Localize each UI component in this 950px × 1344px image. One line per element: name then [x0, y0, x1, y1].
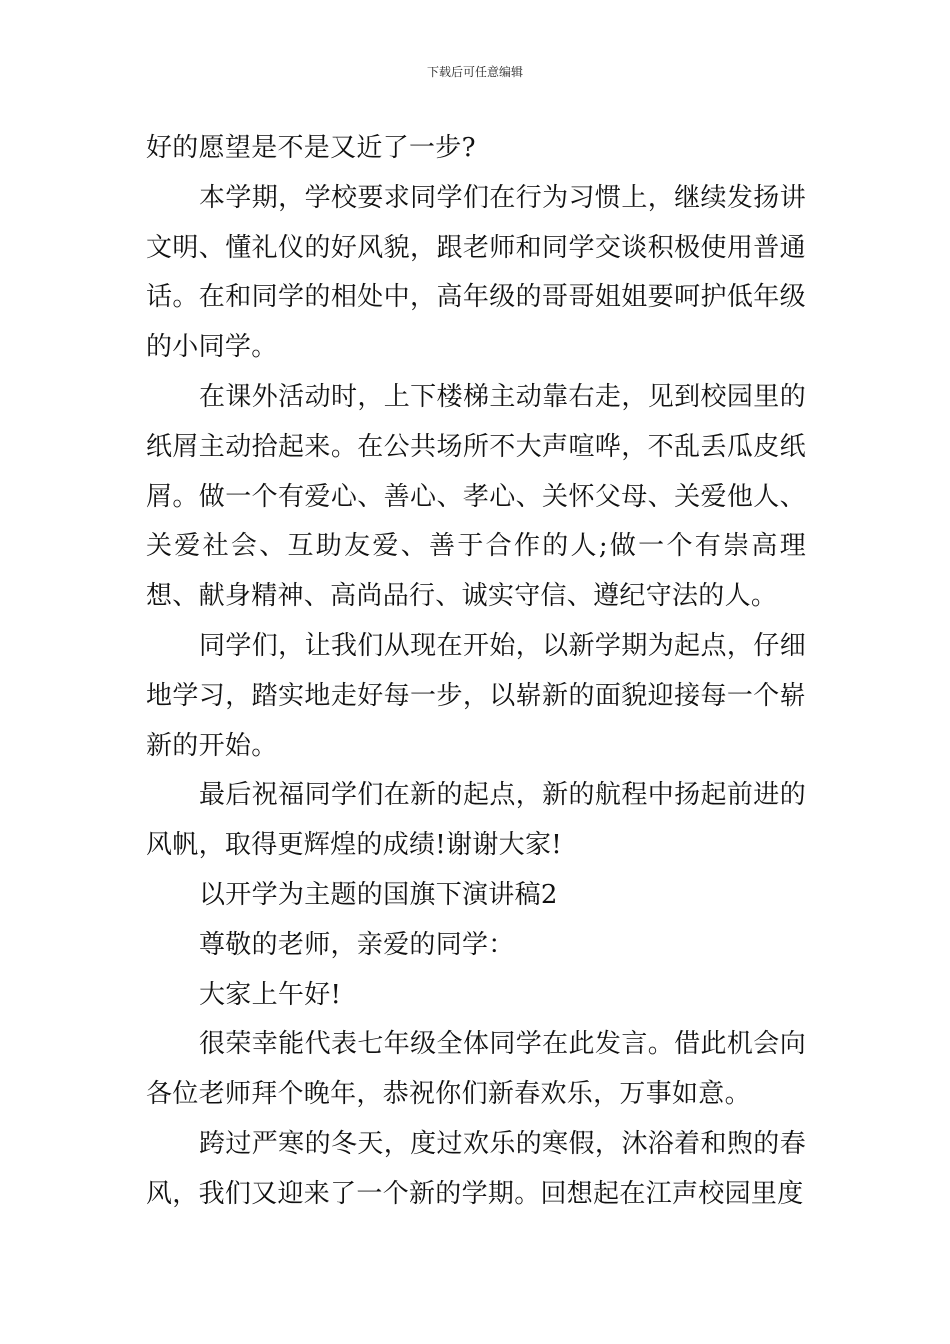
paragraph-1: 好的愿望是不是又近了一步?: [146, 133, 476, 163]
greeting: 大家上午好!: [199, 979, 342, 1010]
paragraph-5: 最后祝福同学们在新的起点，新的航程中扬起前进的风帆，取得更辉煌的成绩!谢谢大家!: [146, 780, 806, 861]
paragraph-10: 跨过严寒的冬天，度过欢乐的寒假，沐浴着和煦的春风，我们又迎来了一个新的学期。回想起在江声校园里度: [146, 1128, 806, 1209]
paragraph-4: 同学们，让我们从现在开始，以新学期为起点，仔细地学习，踏实地走好每一步，以崭新的面貌迎接每一个崭新的开始。: [146, 630, 806, 761]
speech-title: 以开学为主题的国旗下演讲稿2: [199, 879, 558, 910]
paragraph-3: 在课外活动时，上下楼梯主动靠右走，见到校园里的纸屑主动拾起来。在公共场所不大声喧哗，不乱丢瓜皮纸屑。做一个有爱心、善心、孝心、关怀父母、关爱他人、关爱社会、互助友爱、善于合作的人;做一个有崇高理想、献身精神、高尚品行、诚实守信、遵纪守法的人。: [146, 381, 806, 612]
document-body: [146, 124, 806, 1220]
paragraph-9: 很荣幸能代表七年级全体同学在此发言。借此机会向各位老师拜个晚年，恭祝你们新春欢乐，万事如意。: [146, 1029, 806, 1110]
salutation: 尊敬的老师，亲爱的同学：: [199, 929, 515, 960]
paragraph-2: 本学期，学校要求同学们在行为习惯上，继续发扬讲文明、懂礼仪的好风貌，跟老师和同学交谈积极使用普通话。在和同学的相处中，高年级的哥哥姐姐要呵护低年级的小同学。: [146, 182, 806, 363]
page-header-note: 下载后可任意编辑: [426, 65, 523, 79]
